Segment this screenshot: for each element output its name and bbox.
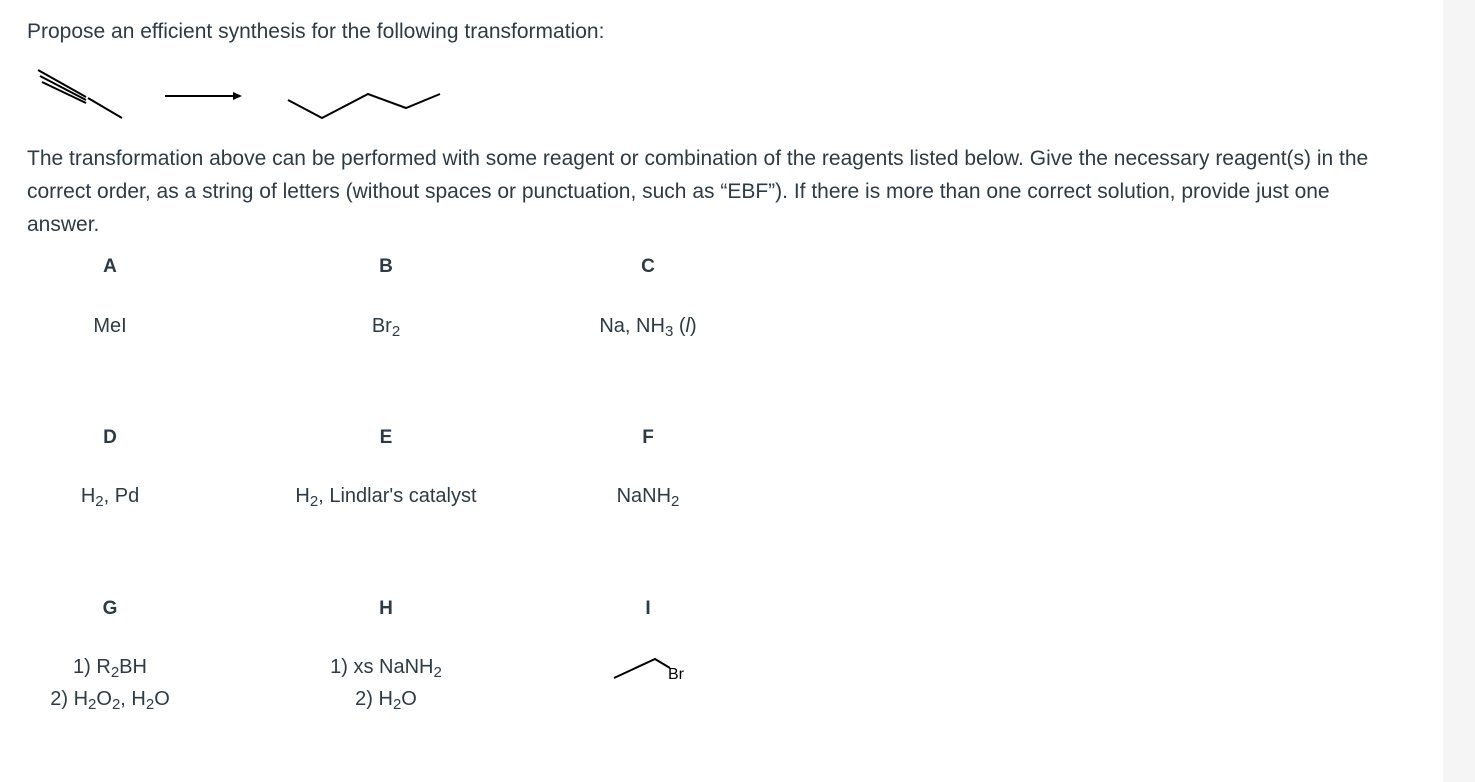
- reagent-g-step-1: 1) $R_2BH$: [73, 656, 147, 681]
- reagent-letter-f: F: [642, 427, 654, 448]
- reagent-i-ethyl-bromide: [612, 656, 702, 692]
- reagent-g-step-2: 2) $H_2O_2$, $H_2O$: [50, 688, 170, 713]
- reagent-a: MeI: [93, 315, 127, 337]
- reagent-letter-a: A: [103, 256, 117, 277]
- reagent-letter-e: E: [379, 427, 393, 448]
- reagent-letter-b: B: [379, 256, 393, 277]
- reagent-letter-h: H: [379, 598, 393, 619]
- reaction-scheme: [30, 60, 460, 130]
- reagent-c: Na, $NH_3$ (l): [599, 315, 697, 340]
- reagent-letter-d: D: [103, 427, 117, 448]
- reagent-letter-c: C: [641, 256, 655, 277]
- reagent-b: $Br_2$: [371, 315, 401, 340]
- question-prompt: Propose an efficient synthesis for the following transformation:: [27, 20, 605, 43]
- reagent-g: [20, 651, 200, 715]
- reagent-letter-g: G: [102, 598, 118, 619]
- reagent-h-step-1: 1) xs NaNH$_2$: [330, 656, 442, 681]
- reagent-f: NaNH$_2$: [616, 485, 680, 510]
- bromine-label: Br: [668, 666, 684, 683]
- reaction-arrow: [165, 92, 242, 100]
- reagent-e: $H_2$, Lindlar's catalyst: [295, 485, 477, 510]
- starting-alkyne-structure: [38, 70, 122, 118]
- reagent-h-step-2: 2) $H_2O$: [355, 688, 417, 713]
- reagent-d: $H_2$, Pd: [80, 485, 140, 510]
- reagent-h: [296, 651, 476, 715]
- ethyl-bromide-structure: [612, 656, 672, 692]
- right-gutter: [1443, 0, 1475, 782]
- reagent-letter-i: I: [645, 598, 651, 619]
- question-instructions: The transformation above can be performed with some reagent or combination of the reagents listed below. Give the necessary reagent(s) in the correct order, as a string of letters (without spaces or punctuation, such as “EBF”). If there is more than one correct solution, provide just one answer.: [27, 147, 1369, 236]
- product-alkene-structure: [288, 94, 440, 118]
